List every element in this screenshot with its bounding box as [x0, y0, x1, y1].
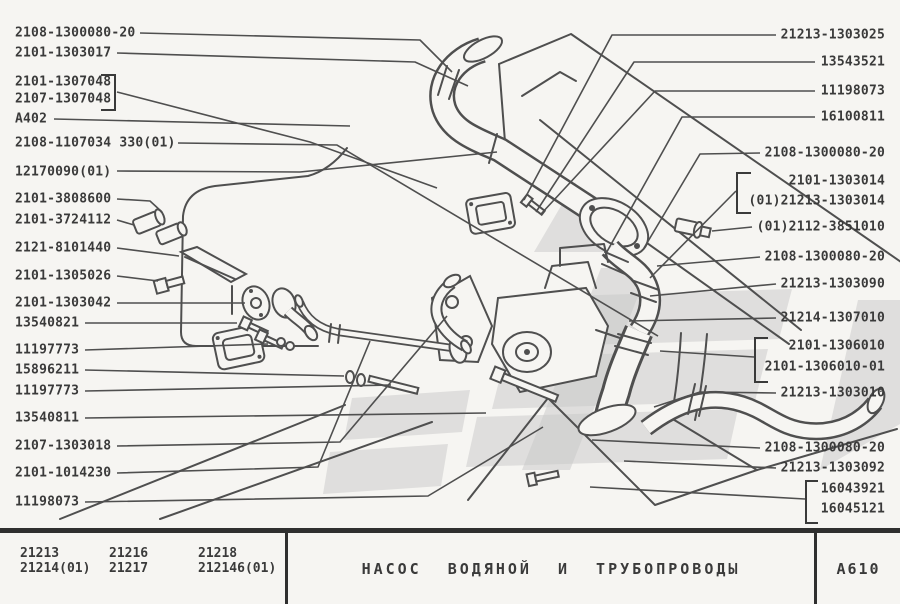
- part-number-label: 2101-1305026: [15, 268, 112, 284]
- part-number-label: 2107-1307048: [15, 91, 112, 107]
- group-bracket: [754, 337, 768, 383]
- part-number-label: 16043921: [820, 481, 885, 497]
- part-number-label: 2101-1303014: [788, 173, 885, 189]
- part-number-label: 2101-1307048: [15, 74, 112, 90]
- part-number-label: 2101-1014230: [15, 465, 112, 481]
- part-number-label: 2101-1306010: [788, 338, 885, 354]
- part-number-label: 2101-1306010-01: [764, 359, 885, 375]
- model-number: 21217: [109, 561, 149, 576]
- part-number-label: 11198073: [15, 494, 80, 510]
- part-number-label: 11197773: [15, 383, 80, 399]
- part-number-label: 2108-1300080-20: [764, 440, 885, 456]
- part-number-label: 13540821: [15, 315, 80, 331]
- upper-radiator-hose: [438, 31, 612, 223]
- part-number-label: 11197773: [15, 342, 80, 358]
- part-number-label: 21213-1303090: [780, 276, 885, 292]
- model-number: 21218: [198, 546, 238, 561]
- shield-strip: [181, 247, 246, 282]
- part-number-label: 2107-1303018: [15, 438, 112, 454]
- part-number-label: 16100811: [820, 109, 885, 125]
- part-number-label: 11198073: [820, 83, 885, 99]
- part-number-label: 12170090(01): [15, 164, 112, 180]
- sheet-title-cell: [288, 533, 817, 604]
- water-pump: [432, 244, 620, 392]
- model-number: 212146(01): [198, 561, 277, 576]
- part-number-label: 13540811: [15, 410, 80, 426]
- model-column: [20, 546, 109, 604]
- group-bracket: [101, 74, 116, 111]
- part-number-label: 21213-1303025: [780, 27, 885, 43]
- part-number-label: 2101-3724112: [15, 212, 112, 228]
- sheet-code: А610: [836, 559, 881, 578]
- part-number-label: 15896211: [15, 362, 80, 378]
- part-number-label: 2108-1107034 330(01): [15, 135, 176, 151]
- model-number: 21216: [109, 546, 149, 561]
- part-number-label: А402: [15, 111, 48, 127]
- part-number-label: 2108-1300080-20: [764, 145, 885, 161]
- part-number-label: (01)2112-3851010: [756, 219, 885, 235]
- part-number-label: 13543521: [820, 54, 885, 70]
- part-number-label: 2101-1303017: [15, 45, 112, 61]
- part-number-label: 16045121: [820, 501, 885, 517]
- applicable-models-cell: [0, 533, 288, 604]
- sheet-title: НАСОС ВОДЯНОЙ И ТРУБОПРОВОДЫ: [361, 559, 741, 578]
- model-number: 21214(01): [20, 561, 91, 576]
- part-number-label: 2101-1303042: [15, 295, 112, 311]
- part-number-label: 2101-3808600: [15, 191, 112, 207]
- part-number-label: 2121-8101440: [15, 240, 112, 256]
- model-column: [198, 546, 285, 604]
- part-number-label: 21213-1303092: [780, 460, 885, 476]
- part-number-label: 21214-1307010: [780, 310, 885, 326]
- model-column: [109, 546, 198, 604]
- part-number-label: 2108-1300080-20: [764, 249, 885, 265]
- title-block: [0, 528, 900, 604]
- part-number-label: (01)21213-1303014: [748, 193, 885, 209]
- group-bracket: [736, 172, 751, 214]
- sheet-code-cell: [817, 533, 900, 604]
- part-number-label: 2108-1300080-20: [15, 25, 136, 41]
- group-bracket: [805, 480, 818, 524]
- part-number-label: 21213-1303010: [780, 385, 885, 401]
- gasket-square-upper: [465, 192, 515, 234]
- model-number: 21213: [20, 546, 60, 561]
